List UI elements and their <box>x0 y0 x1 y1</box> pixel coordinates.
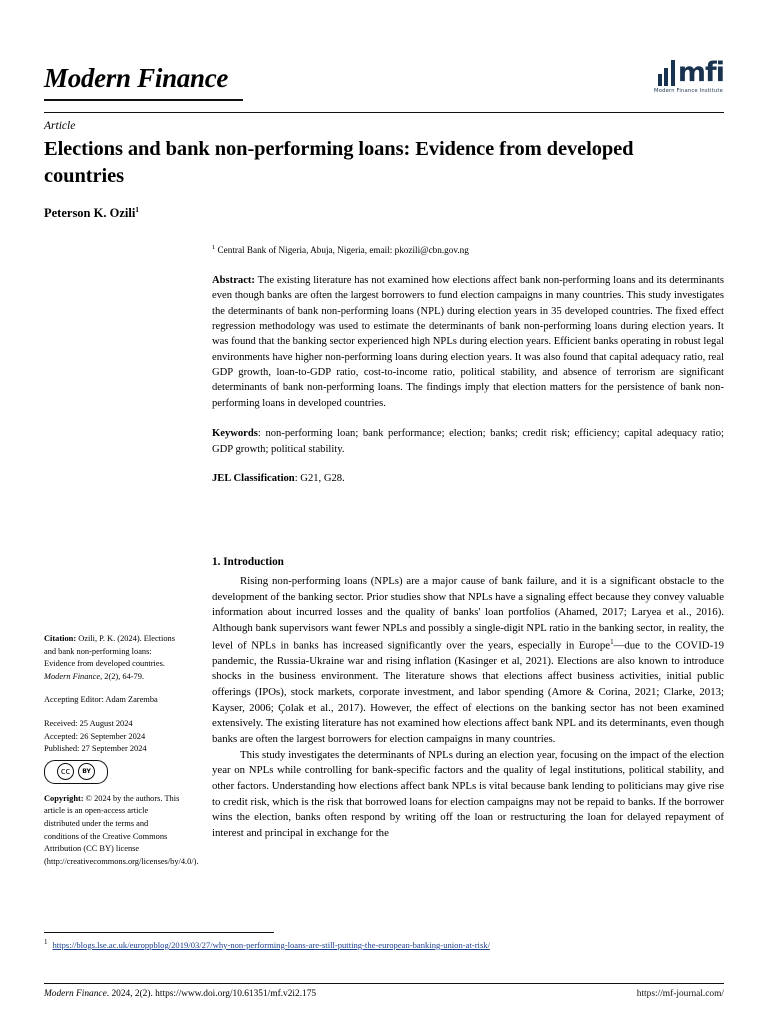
journal-title <box>44 62 229 94</box>
received-date: Received: 25 August 2024 <box>44 719 133 729</box>
abstract-text: The existing literature has not examined how elections affect bank non-performing loans and its determinants even though banks are often the largest borrowers to fund election campaigns in many countries. This study investigates the determinants of bank non-performing loans (NPL) during election years in 35 developed countries. The fixed effect regression methodology was used to estimate the determinants of bank non-performing loans during election years. It was found that the banking sector experienced high NPLs during election years. Efficient banks operating in robust legal environments have higher non-performing loans during election years. It was also found that capital adequacy ratio, real GDP growth, loan-to-GDP ratio, cost-to-income ratio, political stability, and absence of terrorism are significant determinants of bank non-performing loans. The findings imply that election matters for the persistence of bank non-performing loans in developed countries. <box>212 274 724 409</box>
paragraph-2: This study investigates the determinants of NPLs during an election year, focusing on the impact of the election year on NPLs while controlling for bank-specific factors and the quality of legal institutions, political stability, and other factors. Understanding how elections affect bank NPLs is vital because bank lending to politicians may give rise to credit risk, which is the risk that borrowed loans for election campaigns may not be repaid to banks. If the borrower wins the election, banks often respond by writing off the loan or restructuring the loan for delayed repayment of interest and principal in exchange for the <box>212 748 724 839</box>
footer-journal-name: Modern Finance <box>44 989 107 999</box>
footnote-link[interactable]: https://blogs.lse.ac.uk/europpblog/2019/03/27/why-non-performing-loans-are-still-putting-the-european-banking-union-at-risk/ <box>52 939 490 950</box>
citation-label: Citation: <box>44 634 77 643</box>
journal-title-finance: Finance <box>130 62 229 93</box>
footnote-marker: 1 <box>44 938 48 946</box>
footnote-1 <box>44 938 724 951</box>
keywords-label: Keywords <box>212 428 258 440</box>
mfi-logo-main <box>658 57 724 89</box>
cc-by-icon: BY <box>78 763 95 780</box>
keywords <box>212 426 724 457</box>
affiliation <box>212 243 724 257</box>
footer-website-link[interactable]: https://mf-journal.com/ <box>636 989 724 999</box>
paragraph-1-part-b: —due to the COVID-19 pandemic, the Russia-Ukraine war and rising inflation (Kasinger et al, 2021). Elections are also known to introduce shocks in the business environment. The literature shows that elections affect business activities, initial public offerings (IPOs), stock markets, corporate investment, and labor spending (Amore & Corina, 2021; Clarke, 2013; Kayser, 2006; Çolak et al., 2017). However, the effect of elections on the banking sector has not been examined extensively. The existing literature has not examined how elections affect bank NPL and its determinants, even though banks are often the largest borrowers for election campaigns in many countries. <box>212 639 725 745</box>
section-heading-introduction: 1. Introduction <box>212 556 284 568</box>
header-divider <box>44 112 724 113</box>
page-footer <box>44 989 724 999</box>
body-text <box>212 574 724 841</box>
page-title: Elections and bank non-performing loans: Evidence from developed countries <box>44 138 634 188</box>
sidebar-metadata <box>44 633 199 880</box>
citation-rest: , 2(2), 64-79. <box>100 671 145 681</box>
copyright-text: © 2024 by the authors. This article is an open-access article distributed under the terms and conditions of the Creative Commons Attribution (CC BY) license (http://creativecommons.org/licenses/by/4.0/). <box>44 793 199 866</box>
citation-text: Ozili, P. K. (2024). Elections and bank non-performing loans: Evidence from developed countries. <box>44 634 175 669</box>
keywords-text: : non-performing loan; bank performance; election; banks; credit risk; efficiency; capital adequacy ratio; GDP growth; political stability. <box>212 428 724 455</box>
accepting-editor: Accepting Editor: Adam Zaremba <box>44 695 158 705</box>
journal-title-underline <box>44 99 243 101</box>
jel-label: JEL Classification <box>212 472 295 484</box>
footer-divider <box>44 983 724 984</box>
jel-text: : G21, G28. <box>294 472 345 484</box>
abstract <box>212 273 724 411</box>
footer-citation-text: . 2024, 2(2). https://www.doi.org/10.61351/mf.v2i2.175 <box>106 989 317 999</box>
mfi-logo-text: mfi <box>677 57 724 89</box>
mfi-logo <box>654 57 724 94</box>
published-date: Published: 27 September 2024 <box>44 744 147 754</box>
footer-citation <box>44 989 316 999</box>
masthead <box>44 57 724 94</box>
paragraph-1 <box>212 574 724 748</box>
citation-journal: Modern Finance <box>44 671 101 681</box>
author-affiliation-marker: 1 <box>135 205 140 214</box>
mfi-logo-subtitle: Modern Finance Institute <box>654 87 723 94</box>
author-name <box>44 205 139 221</box>
copyright-label: Copyright: <box>44 793 84 803</box>
affiliation-text: Central Bank of Nigeria, Abuja, Nigeria, email: pkozili@cbn.gov.ng <box>217 245 469 256</box>
paragraph-1-part-a: Rising non-performing loans (NPLs) are a major cause of bank failure, and it is a significant obstacle to the development of the banking sector. Prior studies show that NPLs have a signaling effect because they convey valuable information about incurred losses and the quality of banks' loan portfolios (Ahamed, 2017; Laryea et al., 2016). Although bank supervisors want fewer NPLs and possibly a single-digit NPL ratio in the banking sector, in reality, the level of NPLs in banks has increased significantly over the years, especially in Europe <box>212 575 724 652</box>
footnote-divider <box>44 932 274 933</box>
copyright-block <box>44 793 199 869</box>
affiliation-marker: 1 <box>212 244 216 251</box>
abstract-label: Abstract: <box>212 274 255 286</box>
jel-classification <box>212 471 724 486</box>
bar-chart-icon <box>658 60 675 86</box>
author-label: Peterson K. Ozili <box>44 206 136 221</box>
cc-icon: cc <box>57 763 74 780</box>
footnote-reference-1[interactable]: 1 <box>610 637 614 646</box>
accepted-date: Accepted: 26 September 2024 <box>44 731 146 741</box>
journal-title-modern: Modern <box>44 62 131 93</box>
article-type-label: Article <box>44 120 76 132</box>
abstract-column <box>212 243 724 486</box>
citation-block <box>44 633 180 683</box>
creative-commons-badge <box>44 760 108 784</box>
